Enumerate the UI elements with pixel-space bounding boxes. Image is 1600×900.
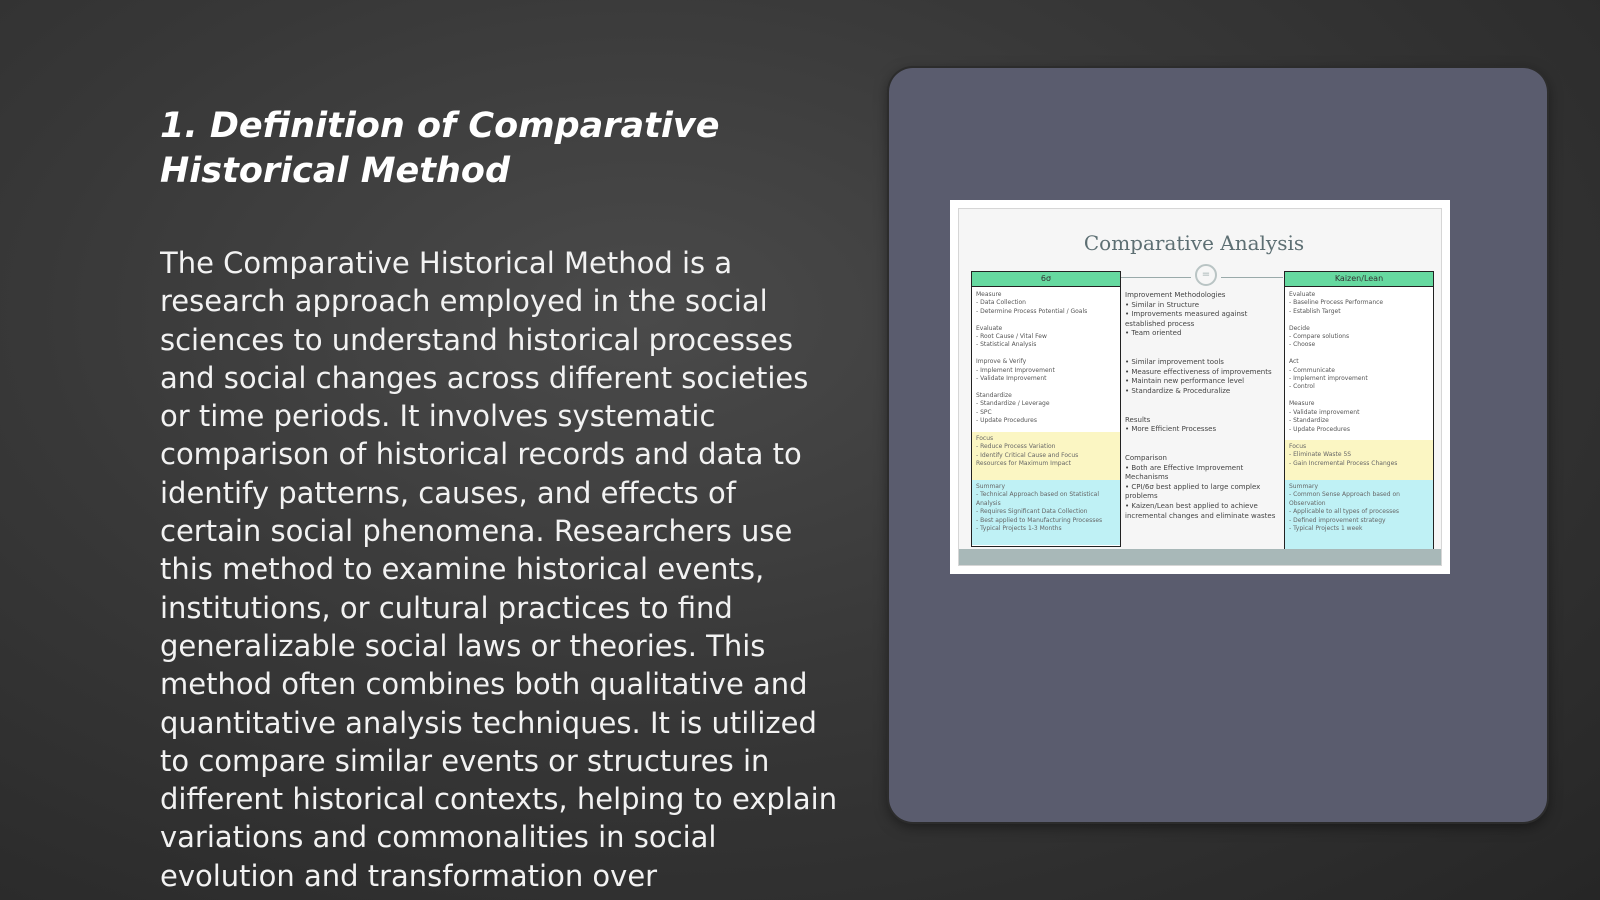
divider-line-right: [1221, 277, 1283, 278]
six-sigma-focus-text: Focus - Reduce Process Variation - Identify Critical Cause and Focus Resources for Maximum Impact: [976, 435, 1079, 468]
slide-body-text: The Comparative Historical Method is a research approach employed in the social sciences to understand historical processes and social changes across different societies or time periods. It involves systematic comparison of historical records and data to identify patterns, causes, and effects of certain social phenomena. Researchers use this method to examine historical events, institutions, or cultural practices to find generalizable social laws or theories. This method often combines both qualitative and quantitative analysis techniques. It is utilized to compare similar events or structures in different historical contexts, helping to explain variations and commonalities in social evolution and transformation over: [160, 246, 838, 893]
six-sigma-steps: Measure - Data Collection - Determine Process Potential / Goals Evaluate - Root Cause / Vital Few - Statistical Analysis Improve & Verify - Implement Improvement - Validate Improvement Standardize - Standardize / Leverage - SPC - Update Procedures: [976, 291, 1088, 425]
kaizen-lean-header: Kaizen/Lean: [1285, 272, 1433, 287]
kaizen-lean-column: [1284, 271, 1434, 553]
kaizen-lean-summary: [1285, 480, 1433, 551]
divider-line-left: [1121, 277, 1191, 278]
kaizen-lean-summary-text: Summary - Common Sense Approach based on Observation - Applicable to all types of processes - Defined improvement strategy - Typical Projects 1 week: [1289, 483, 1400, 533]
kaizen-lean-focus-text: Focus - Eliminate Waste 5S - Gain Incremental Process Changes: [1289, 443, 1398, 467]
comparative-analysis-image: [950, 200, 1450, 574]
six-sigma-summary-text: Summary - Technical Approach based on Statistical Analysis - Requires Significant Data Collection - Best applied to Manufacturing Processes - Typical Projects 1-3 Months: [976, 483, 1103, 533]
equals-icon: =: [1195, 264, 1217, 286]
kaizen-lean-focus: [1285, 440, 1433, 480]
six-sigma-header: 6σ: [972, 272, 1120, 287]
figure-footer-bar: [959, 549, 1441, 565]
six-sigma-column: [971, 271, 1121, 547]
slide-title: 1. Definition of Comparative Historical Method: [160, 106, 720, 191]
six-sigma-summary: [972, 480, 1120, 545]
six-sigma-focus: [972, 432, 1120, 480]
kaizen-lean-steps: Evaluate - Baseline Process Performance - Establish Target Decide - Compare solutions - Choose Act - Communicate - Implement improvement - Control Measure - Validate improvement - Standardize - Update Procedures: [1289, 291, 1384, 433]
comparison-middle-text: Improvement Methodologies • Similar in Structure • Improvements measured against established process • Team oriented • Similar improvement tools • Measure effectiveness of improvements • Maintain new performance level • Standardize & Proceduralize Results • More Efficient Processes Comparison • Both are Effective Improvement Mechanisms • CPI/6σ best applied to large complex problems • Kaizen/Lean best applied to achieve incremental changes and eliminate wastes: [1125, 291, 1276, 520]
image-inner-frame: [958, 208, 1442, 566]
figure-title: Comparative Analysis: [1083, 231, 1305, 255]
